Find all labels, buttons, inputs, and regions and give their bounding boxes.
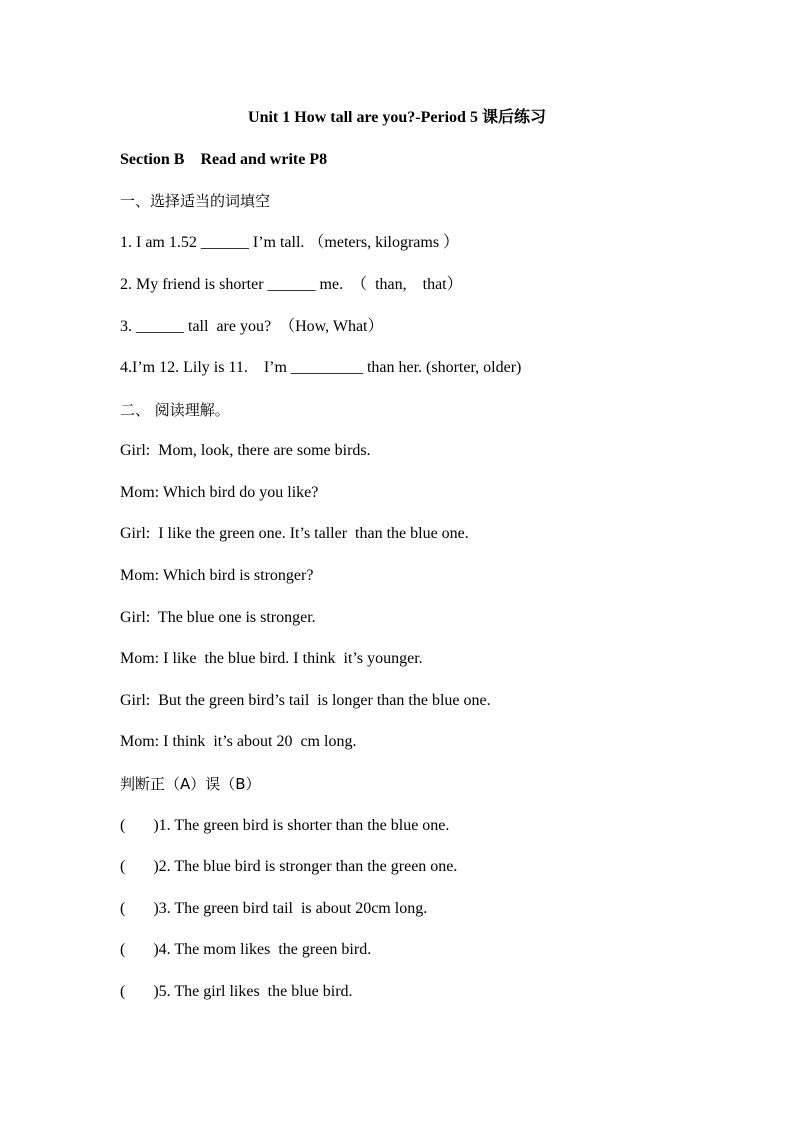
dialogue-line-7: Girl: But the green bird’s tail is longer than the blue one. bbox=[120, 692, 491, 709]
fill-blank-question-2: 2. My friend is shorter ______ me. （ than, that） bbox=[120, 276, 463, 293]
dialogue-line-4: Mom: Which bird is stronger? bbox=[120, 567, 314, 584]
dialogue-line-8: Mom: I think it’s about 20 cm long. bbox=[120, 733, 357, 750]
judge-statement-4: ( )4. The mom likes the green bird. bbox=[120, 941, 372, 958]
part1-heading: 一、选择适当的词填空 bbox=[120, 192, 271, 210]
dialogue-line-2: Mom: Which bird do you like? bbox=[120, 484, 319, 501]
judge-statement-5: ( )5. The girl likes the blue bird. bbox=[120, 983, 353, 1000]
dialogue-line-3: Girl: I like the green one. It’s taller than the blue one. bbox=[120, 525, 469, 542]
judge-statement-1: ( )1. The green bird is shorter than the blue one. bbox=[120, 817, 450, 834]
fill-blank-question-3: 3. ______ tall are you? （How, What） bbox=[120, 318, 384, 335]
dialogue-line-1: Girl: Mom, look, there are some birds. bbox=[120, 442, 371, 459]
judge-heading: 判断正（A）误（B） bbox=[120, 775, 261, 793]
dialogue-line-5: Girl: The blue one is stronger. bbox=[120, 609, 316, 626]
judge-statement-2: ( )2. The blue bird is stronger than the green one. bbox=[120, 858, 458, 875]
section-heading: Section B Read and write P8 bbox=[120, 151, 328, 168]
worksheet-title: Unit 1 How tall are you?-Period 5 课后练习 bbox=[248, 109, 546, 126]
fill-blank-question-1: 1. I am 1.52 ______ I’m tall. （meters, kilograms ） bbox=[120, 234, 460, 251]
judge-statement-3: ( )3. The green bird tail is about 20cm long. bbox=[120, 900, 428, 917]
fill-blank-question-4: 4.I’m 12. Lily is 11. I’m _________ than her. (shorter, older) bbox=[120, 359, 522, 376]
dialogue-line-6: Mom: I like the blue bird. I think it’s younger. bbox=[120, 650, 423, 667]
part2-heading: 二、 阅读理解。 bbox=[120, 401, 230, 419]
